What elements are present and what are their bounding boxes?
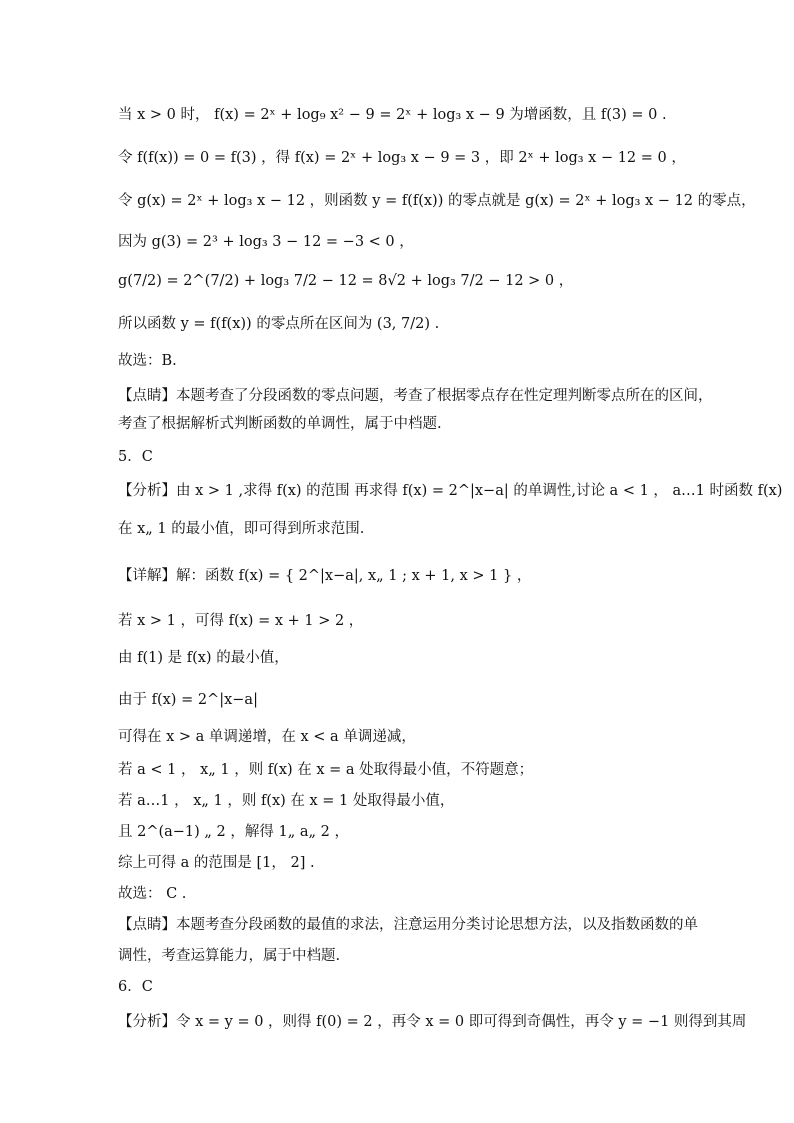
line-21: 综上可得 a 的范围是 [1， 2] .: [118, 855, 315, 871]
line-15: 由 f(1) 是 f(x) 的最小值，: [118, 650, 289, 666]
line-10: 5．C: [118, 449, 153, 465]
line-26: 【分析】令 x = y = 0 ，则得 f(0) = 2 ，再令 x = 0 即可得到奇偶性，再令 y = −1 则得到其周: [118, 1014, 747, 1030]
line-16: 由于 f(x) = 2^|x−a|: [118, 692, 258, 708]
line-24: 调性，考查运算能力，属于中档题.: [118, 948, 341, 964]
line-25: 6．C: [118, 979, 153, 995]
line-17: 可得在 x > a 单调递增，在 x < a 单调递减，: [118, 729, 416, 745]
line-5: g(7/2) = 2^(7/2) + log₃ 7/2 − 12 = 8√2 + log₃ 7/2 − 12 > 0 ，: [118, 273, 574, 289]
line-12: 在 x„ 1 的最小值，即可得到所求范围.: [118, 521, 365, 537]
line-3: 令 g(x) = 2ˣ + log₃ x − 12 ，则函数 y = f(f(x)) 的零点就是 g(x) = 2ˣ + log₃ x − 12 的零点，: [118, 193, 756, 209]
line-7: 故选：B.: [118, 353, 177, 369]
line-9: 考查了根据解析式判断函数的单调性，属于中档题.: [118, 416, 442, 432]
line-22: 故选： C .: [118, 886, 187, 902]
line-13: 【详解】解：函数 f(x) = { 2^|x−a|, x„ 1 ; x + 1, x > 1 } ，: [118, 568, 532, 584]
line-11: 【分析】由 x > 1 ,求得 f(x) 的范围 再求得 f(x) = 2^|x−a| 的单调性,讨论 a < 1 ， a…1 时函数 f(x): [118, 483, 783, 499]
line-20: 且 2^(a−1) „ 2 ，解得 1„ a„ 2 ，: [118, 824, 349, 840]
line-14: 若 x > 1 ，可得 f(x) = x + 1 > 2 ，: [118, 613, 364, 629]
line-4: 因为 g(3) = 2³ + log₃ 3 − 12 = −3 < 0 ，: [118, 234, 414, 250]
line-8: 【点睛】本题考查了分段函数的零点问题，考查了根据零点存在性定理判断零点所在的区间，: [118, 388, 713, 404]
line-1: 当 x > 0 时， f(x) = 2ˣ + log₉ x² − 9 = 2ˣ + log₃ x − 9 为增函数，且 f(3) = 0 .: [118, 107, 667, 123]
line-6: 所以函数 y = f(f(x)) 的零点所在区间为 (3, 7/2) .: [118, 316, 440, 332]
line-19: 若 a…1 ， x„ 1 ，则 f(x) 在 x = 1 处取得最小值，: [118, 793, 455, 809]
line-2: 令 f(f(x)) = 0 = f(3) ，得 f(x) = 2ˣ + log₃ x − 9 = 3 ，即 2ˣ + log₃ x − 12 = 0 ，: [118, 150, 686, 166]
line-18: 若 a < 1 ， x„ 1 ，则 f(x) 在 x = a 处取得最小值，不符题意；: [118, 762, 534, 778]
line-23: 【点睛】本题考查分段函数的最值的求法，注意运用分类讨论思想方法，以及指数函数的单: [118, 917, 698, 933]
